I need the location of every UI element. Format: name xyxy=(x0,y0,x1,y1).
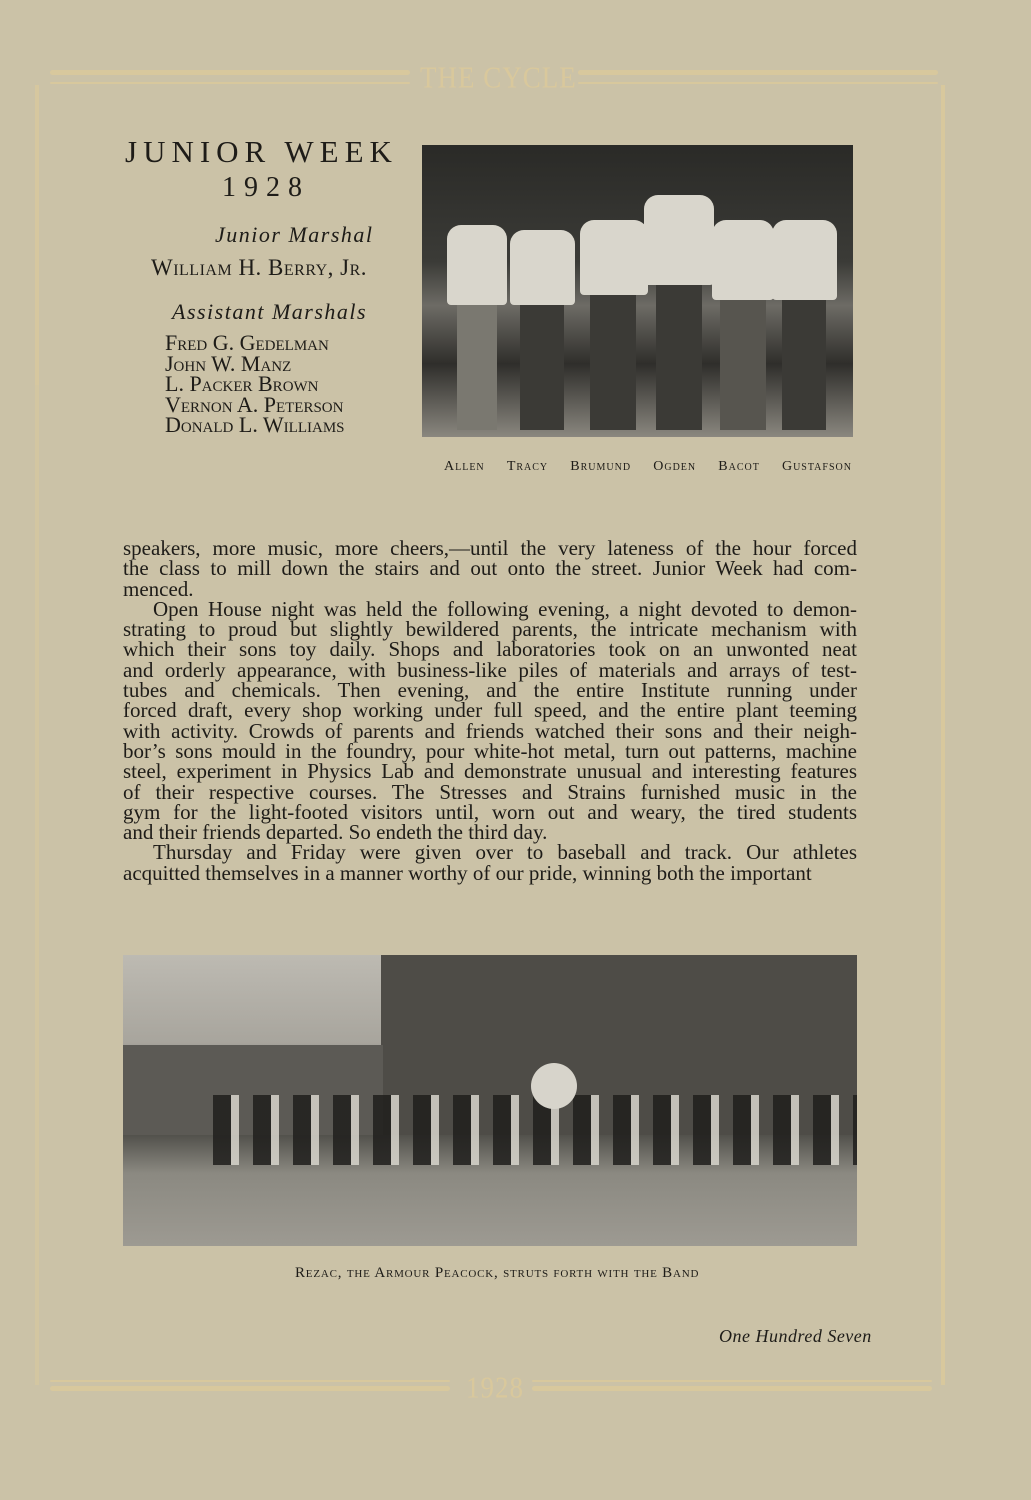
assistant-marshal-name: Fred G. Gedelman xyxy=(165,330,329,355)
body-text-line: and orderly appearance, with business-like piles of materials and arrays of test- xyxy=(123,657,857,682)
person-figure xyxy=(457,305,497,430)
body-text-line: and their friends departed. So endeth the third day. xyxy=(123,820,548,845)
band-members xyxy=(213,1095,857,1165)
person-figure xyxy=(520,305,564,430)
assistant-marshal-name: Vernon A. Peterson xyxy=(165,391,344,417)
running-header: THE CYCLE xyxy=(420,59,577,95)
person-figure xyxy=(712,220,774,300)
body-text-line: Thursday and Friday were given over to baseball and track. Our athletes xyxy=(153,840,857,865)
band-photo-caption: Rezac, the Armour Peacock, struts forth with the Band xyxy=(295,1265,700,1281)
caption-name: Tracy xyxy=(506,459,549,474)
body-text-line: gym for the light-footed visitors until, worn out and weary, the tired students xyxy=(123,799,857,824)
frame-bottom-left-rule-thin xyxy=(50,1380,450,1382)
person-figure xyxy=(772,220,837,300)
junior-marshal-label: Junior Marshal xyxy=(215,222,374,247)
person-figure xyxy=(656,285,702,430)
person-figure xyxy=(720,300,766,430)
team-photo-caption xyxy=(444,459,852,475)
assistant-marshal-name: John W. Manz xyxy=(165,350,292,376)
frame-top-right-rule-thin xyxy=(578,82,938,84)
body-text-line: speakers, more music, more cheers,—until the very lateness of the hour forced xyxy=(123,536,857,560)
junior-marshal-name: William H. Berry, Jr. xyxy=(151,255,368,280)
assistant-marshal-name: Donald L. Williams xyxy=(165,412,345,437)
frame-right xyxy=(941,85,945,1385)
caption-name: Bacot xyxy=(718,459,760,474)
body-text-line: strating to proud but slightly bewildered parents, the intricate mechanism with xyxy=(123,617,857,642)
body-text-line: which their sons toy daily. Shops and laboratories took on an unwonted neat xyxy=(123,637,857,662)
assistant-marshals-label: Assistant Marshals xyxy=(172,299,368,324)
frame-bottom-right-rule-thin xyxy=(532,1380,932,1382)
body-text-line: acquitted themselves in a manner worthy of our pride, winning both the important xyxy=(123,860,812,885)
body-text-line: of their respective courses. The Stresses and Strains furnished music in the xyxy=(123,779,857,804)
caption-name: Brumund xyxy=(570,459,632,474)
body-text-line: forced draft, every shop working under full speed, and the entire plant teeming xyxy=(123,698,857,723)
frame-left xyxy=(35,85,39,385)
band-photo xyxy=(123,955,857,1246)
assistant-marshals-list xyxy=(165,330,345,437)
body-text-line: the class to mill down the stairs and out onto the street. Junior Week had com- xyxy=(123,556,857,581)
caption-name: Gustafson xyxy=(781,459,852,474)
person-figure xyxy=(644,195,714,285)
team-photo xyxy=(422,145,853,437)
body-text-line: Open House night was held the following evening, a night devoted to demon- xyxy=(153,596,857,621)
person-figure xyxy=(580,220,648,295)
page-number: One Hundred Seven xyxy=(719,1326,872,1346)
body-text-line: with activity. Crowds of parents and friends watched their sons and their neigh- xyxy=(123,718,857,743)
body-text-line: steel, experiment in Physics Lab and demonstrate unusual and interesting features xyxy=(123,759,857,784)
person-figure xyxy=(510,230,575,305)
frame-bottom-right-rule xyxy=(532,1386,932,1391)
person-figure xyxy=(782,300,826,430)
page-title: JUNIOR WEEK xyxy=(125,134,398,169)
assistant-marshal-name: L. Packer Brown xyxy=(165,371,319,396)
person-figure xyxy=(447,225,507,305)
running-footer: 1928 xyxy=(466,1369,524,1405)
frame-top-left-rule-thin xyxy=(50,82,410,84)
body-text-line: bor’s sons mould in the foundry, pour white-hot metal, turn out patterns, machine xyxy=(123,738,857,763)
caption-name: Ogden xyxy=(653,459,697,474)
frame-top-right-rule xyxy=(578,70,938,75)
body-text-line: tubes and chemicals. Then evening, and the entire Institute running under xyxy=(123,678,857,703)
frame-bottom-left-rule xyxy=(50,1386,450,1391)
person-figure xyxy=(590,295,636,430)
page-year: 1928 xyxy=(222,172,310,203)
body-text-line: menced. xyxy=(123,576,194,601)
caption-name: Allen xyxy=(444,459,485,474)
sousaphone xyxy=(531,1063,577,1109)
body-text xyxy=(123,538,857,883)
frame-left-lower xyxy=(35,385,39,1385)
frame-top-left-rule xyxy=(50,70,410,75)
